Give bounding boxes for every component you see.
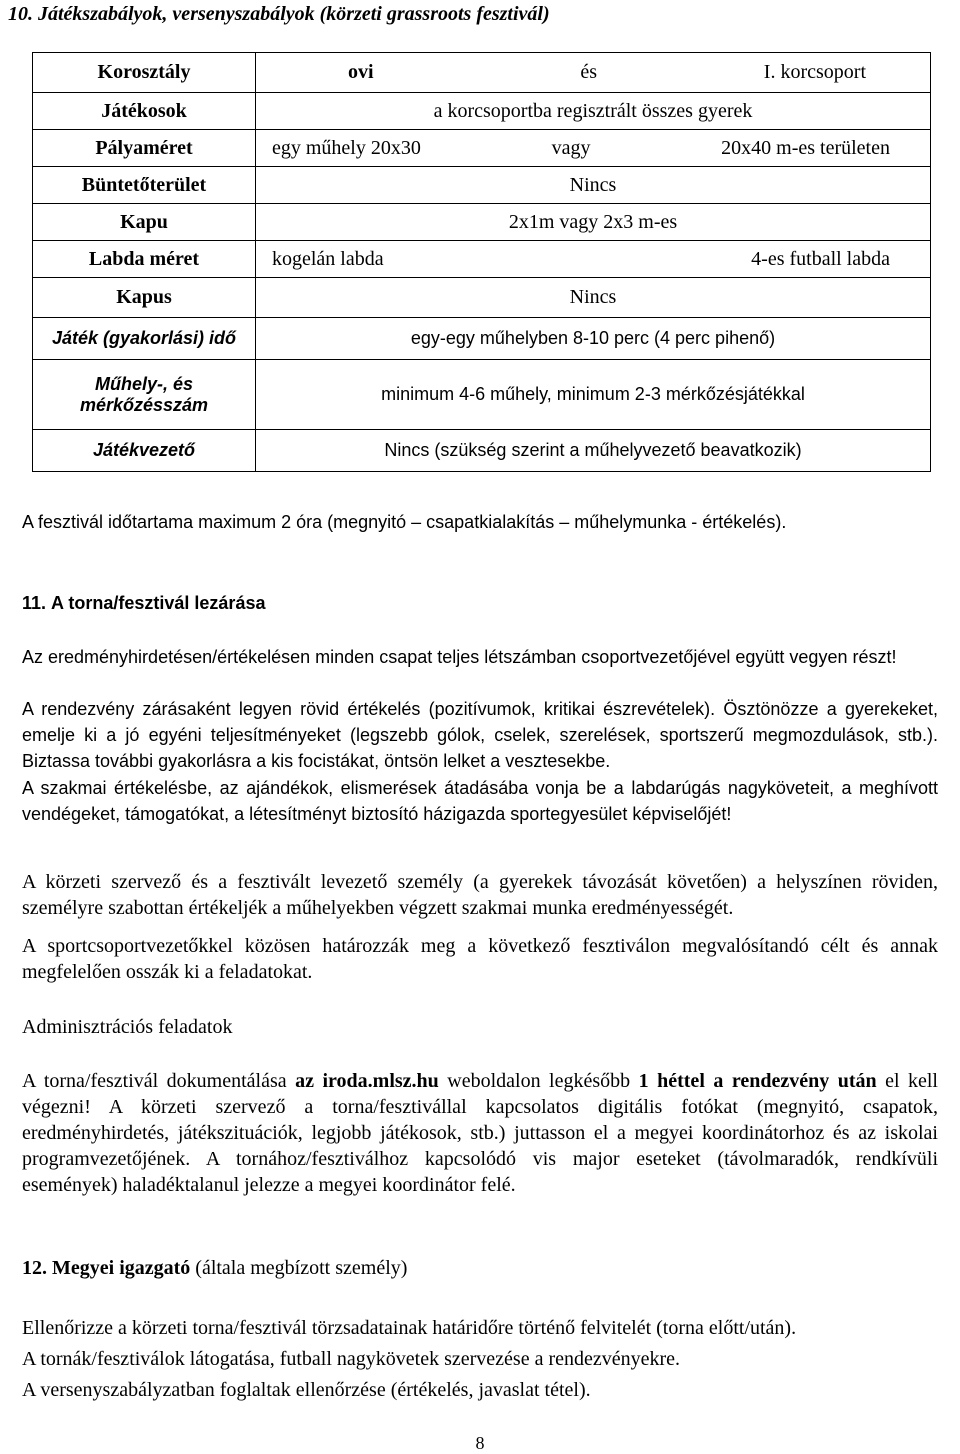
row-value: Nincs (szükség szerint a műhelyvezető beavatkozik) xyxy=(256,430,931,472)
row-label: Műhely-, és mérkőzésszám xyxy=(33,360,256,430)
page-number: 8 xyxy=(475,1433,485,1453)
row-label: Kapus xyxy=(33,278,256,318)
table-row xyxy=(33,318,931,360)
admin-text: A torna/fesztivál dokumentálása xyxy=(22,1070,296,1092)
row-label: Büntetőterület xyxy=(33,167,256,204)
admin-title: Adminisztrációs feladatok xyxy=(22,1016,233,1038)
value-part: és xyxy=(580,61,598,83)
row-value xyxy=(256,53,931,93)
section-11-title: A torna/fesztivál lezárása xyxy=(51,593,266,613)
value-part: I. korcsoport xyxy=(763,61,866,83)
value-part: kogelán labda xyxy=(272,247,384,270)
section-11-number: 11. xyxy=(22,593,47,613)
section-12-line: A tornák/fesztiválok látogatása, futball nagykövetek szervezése a rendezvényekre. xyxy=(22,1348,681,1370)
row-value xyxy=(256,130,931,167)
section-12-heading xyxy=(22,1255,938,1281)
table-row xyxy=(33,241,931,278)
table-row xyxy=(33,278,931,318)
section-11-paragraph-2: A rendezvény zárásaként legyen rövid értékelés (pozitívumok, kritikai észrevételek). Ösztönözze a gyerekeket, emelje ki a jó egyéni teljesítményeket (legszebb gólok, cselek, szerelések, sportszerű megmozdulások, stb.). Biztassa további gyakorlásra a kis focistákat, öntsön lelket a vesztesekbe. xyxy=(22,699,938,771)
section-10-title: 10. Játékszabályok, versenyszabályok (körzeti grassroots fesztivál) xyxy=(8,3,550,25)
row-label: Játékvezető xyxy=(33,430,256,472)
value-part: 4-es futball labda xyxy=(751,247,890,270)
korzeti-paragraph: A körzeti szervező és a fesztivált levezető személy (a gyerekek távozását követően) a helyszínen röviden, személyre szabottan értékeljék a műhelyekben végzett szakmai munka eredményességét. xyxy=(22,871,938,919)
admin-paragraph xyxy=(22,1068,938,1198)
value-part: egy műhely 20x30 xyxy=(272,136,421,159)
section-12-line: A versenyszabályzatban foglaltak ellenőrzése (értékelés, javaslat tétel). xyxy=(22,1379,591,1401)
row-label: Korosztály xyxy=(33,53,256,93)
section-11-heading xyxy=(22,590,938,616)
section-11-paragraph-1: Az eredményhirdetésen/értékelésen minden csapat teljes létszámban csoportvezetőjével együtt vegyen részt! xyxy=(22,647,897,667)
row-value xyxy=(256,241,931,278)
value-part: 20x40 m-es területen xyxy=(721,136,890,159)
section-12-suffix: (általa megbízott személy) xyxy=(190,1257,408,1279)
table-row xyxy=(33,430,931,472)
festival-duration-text: A fesztivál időtartama maximum 2 óra (megnyitó – csapatkialakítás – műhelymunka - értékelés). xyxy=(22,512,787,532)
row-label: Pályaméret xyxy=(33,130,256,167)
rules-table xyxy=(32,52,931,472)
table-row xyxy=(33,53,931,93)
admin-site: az iroda.mlsz.hu xyxy=(295,1070,439,1092)
row-value: 2x1m vagy 2x3 m-es xyxy=(256,204,931,241)
table-row xyxy=(33,130,931,167)
row-value: egy-egy műhelyben 8-10 perc (4 perc pihenő) xyxy=(256,318,931,360)
row-value: Nincs xyxy=(256,278,931,318)
admin-text: weboldalon legkésőbb xyxy=(438,1070,639,1092)
row-label: Kapu xyxy=(33,204,256,241)
row-value: minimum 4-6 műhely, minimum 2-3 mérkőzésjátékkal xyxy=(256,360,931,430)
table-row xyxy=(33,360,931,430)
row-value: a korcsoportba regisztrált összes gyerek xyxy=(256,93,931,130)
row-label: Játék (gyakorlási) idő xyxy=(33,318,256,360)
admin-text: el kell végezni! A körzeti szervező a torna/fesztivállal kapcsolatos digitális fotókat (megnyitó, csapatok, eredményhirdetés, játékszituációk, legjobb játékosok, stb.) juttasson el a megyei koordinátorhoz és az iskolai programvezetőjének. A tornához/fesztiválhoz kapcsolódó vis major eseteket (távolmaradók, rendkívüli események) haladéktalanul jelezze a megyei koordinátor felé. xyxy=(22,1070,938,1196)
admin-deadline: 1 héttel a rendezvény után xyxy=(638,1070,877,1092)
value-part: vagy xyxy=(551,136,591,159)
value-part: ovi xyxy=(348,61,374,83)
section-11-paragraph-3: A szakmai értékelésbe, az ajándékok, elismerések átadásába vonja be a labdarúgás nagyköveteit, a meghívott vendégeket, támogatókat, a létesítményt biztosító házigazda sportegyesület képviselőjét! xyxy=(22,778,938,824)
row-label: Labda méret xyxy=(33,241,256,278)
table-row xyxy=(33,93,931,130)
table-row xyxy=(33,167,931,204)
section-12-line: Ellenőrizze a körzeti torna/fesztivál törzsadatainak határidőre történő felvitelét (torna előtt/után). xyxy=(22,1317,797,1339)
sportcsoport-paragraph: A sportcsoportvezetőkkel közösen határozzák meg a következő fesztiválon megvalósítandó célt és annak megfelelően osszák ki a feladatokat. xyxy=(22,935,938,983)
table-row xyxy=(33,204,931,241)
row-value: Nincs xyxy=(256,167,931,204)
section-12-title: 12. Megyei igazgató xyxy=(22,1257,191,1279)
row-label: Játékosok xyxy=(33,93,256,130)
